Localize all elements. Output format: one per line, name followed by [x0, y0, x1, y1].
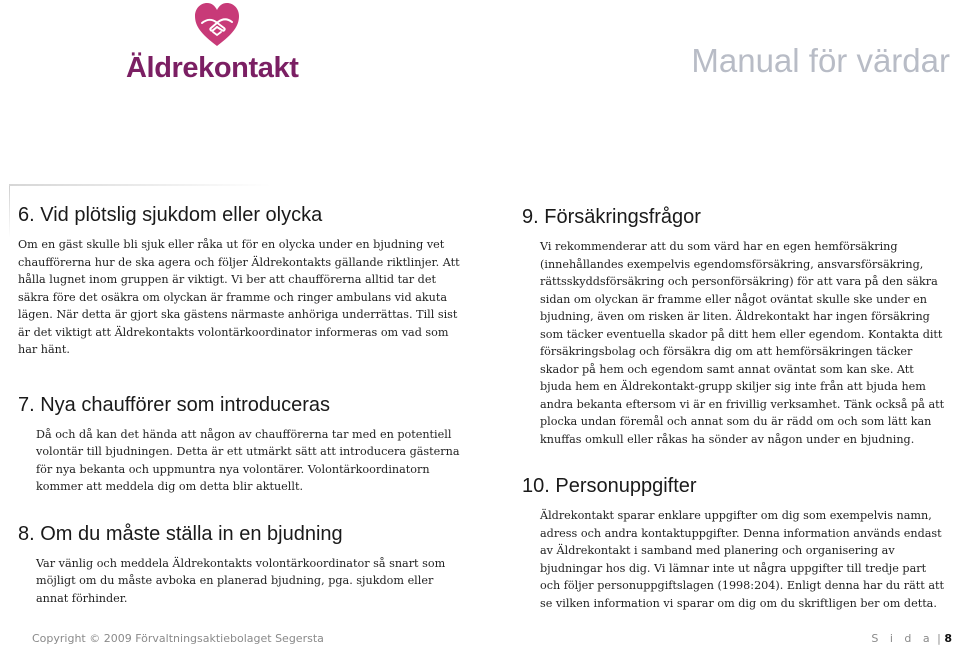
page-label: S i d a [871, 632, 934, 645]
decorative-corner-line [9, 186, 10, 238]
section-body: Då och då kan det hända att någon av chaufförerna tar med en potentiell volontär till bjudningen. Detta är ett utmärkt sätt att introducera gästerna för nya bekanta och uppmuntra nya volontärer. Volontärkoordinatorn kommer att meddela dig om detta blir aktuellt. [36, 427, 460, 493]
page-number: 8 [944, 632, 952, 645]
document-title: Manual för värdar [691, 42, 950, 79]
section-personal-data [522, 474, 946, 612]
section-body: Var vänlig och meddela Äldrekontakts volontärkoordinator så snart som möjligt om du måste avboka en planerad bjudning, pga. sjukdom eller annat förhinder. [36, 556, 446, 605]
brand-logo [126, 2, 312, 88]
section-emergency [18, 203, 462, 359]
section-body: Äldrekontakt sparar enklare uppgifter om dig som exempelvis namn, adress och andra kontaktuppgifter. Denna information används endast av Äldrekontakt i samband med planering och organisering av bjudningar hos dig. Vi lämnar inte ut några uppgifter till tredje part och följer personuppgiftslagen (1998:204). Enligt denna har du rätt att se vilken information vi sparar om dig om du skriftligen ber om detta. [540, 509, 944, 610]
footer-page-info [871, 632, 952, 645]
decorative-corner-line [9, 184, 271, 186]
section-insurance [522, 205, 946, 448]
section-heading: 6. Vid plötslig sjukdom eller olycka [18, 204, 323, 226]
logo-text: Äldrekontakt [126, 52, 299, 84]
section-body: Vi rekommenderar att du som värd har en egen hemförsäkring (innehållandes exempelvis egendomsförsäkring, ansvarsförsäkring, rättsskyddsförsäkring och personförsäkring) för att vara på den säkra sidan om olyckan är framme eller något oväntat skulle ske under en bjudning, även om risken är liten. Äldrekontakt har ingen försäkring som täcker eventuella skador på ditt hem eller egendom. Kontakta ditt försäkringsbolag och försäkra dig om att hemförsäkringen täcker skador på hem och egendom samt annat oväntat som kan ske. Att bjuda hem en Äldrekontakt-grupp skiljer sig inte från att bjuda hem andra bekanta eftersom vi är en frivillig verksamhet. Tänk också på att plocka undan föremål och annat som du är rädd om och som lätt kan knuffas omkull eller råkas ha sönder av någon under en bjudning. [540, 240, 945, 446]
left-column [18, 203, 462, 641]
section-heading: 10. Personuppgifter [522, 475, 697, 497]
section-body: Om en gäst skulle bli sjuk eller råka ut för en olycka under en bjudning vet chaufförerna hur de ska agera och följer Äldrekontakts gällande riktlinjer. Att hålla lugnet inom gruppen är viktigt. Vi ber att chaufförerna alltid tar det säkra före det osäkra om olyckan är framme och ringer ambulans vid akuta lägen. När detta är gjort ska gästens närmaste anhöriga underrättas. Till sist är det viktigt att Äldrekontakts volontärkoordinator informeras om vad som har hänt. [18, 238, 460, 356]
heart-handshake-icon [193, 2, 241, 48]
section-cancel-visit [18, 522, 462, 608]
page-separator: | [937, 632, 941, 645]
section-heading: 7. Nya chaufförer som introduceras [18, 393, 331, 416]
section-heading: 8. Om du måste ställa in en bjudning [18, 522, 343, 545]
footer-copyright: Copyright © 2009 Förvaltningsaktiebolaget Segersta [32, 632, 324, 645]
section-heading: 9. Försäkringsfrågor [522, 206, 701, 228]
section-new-drivers [18, 393, 462, 496]
right-column [522, 205, 946, 646]
